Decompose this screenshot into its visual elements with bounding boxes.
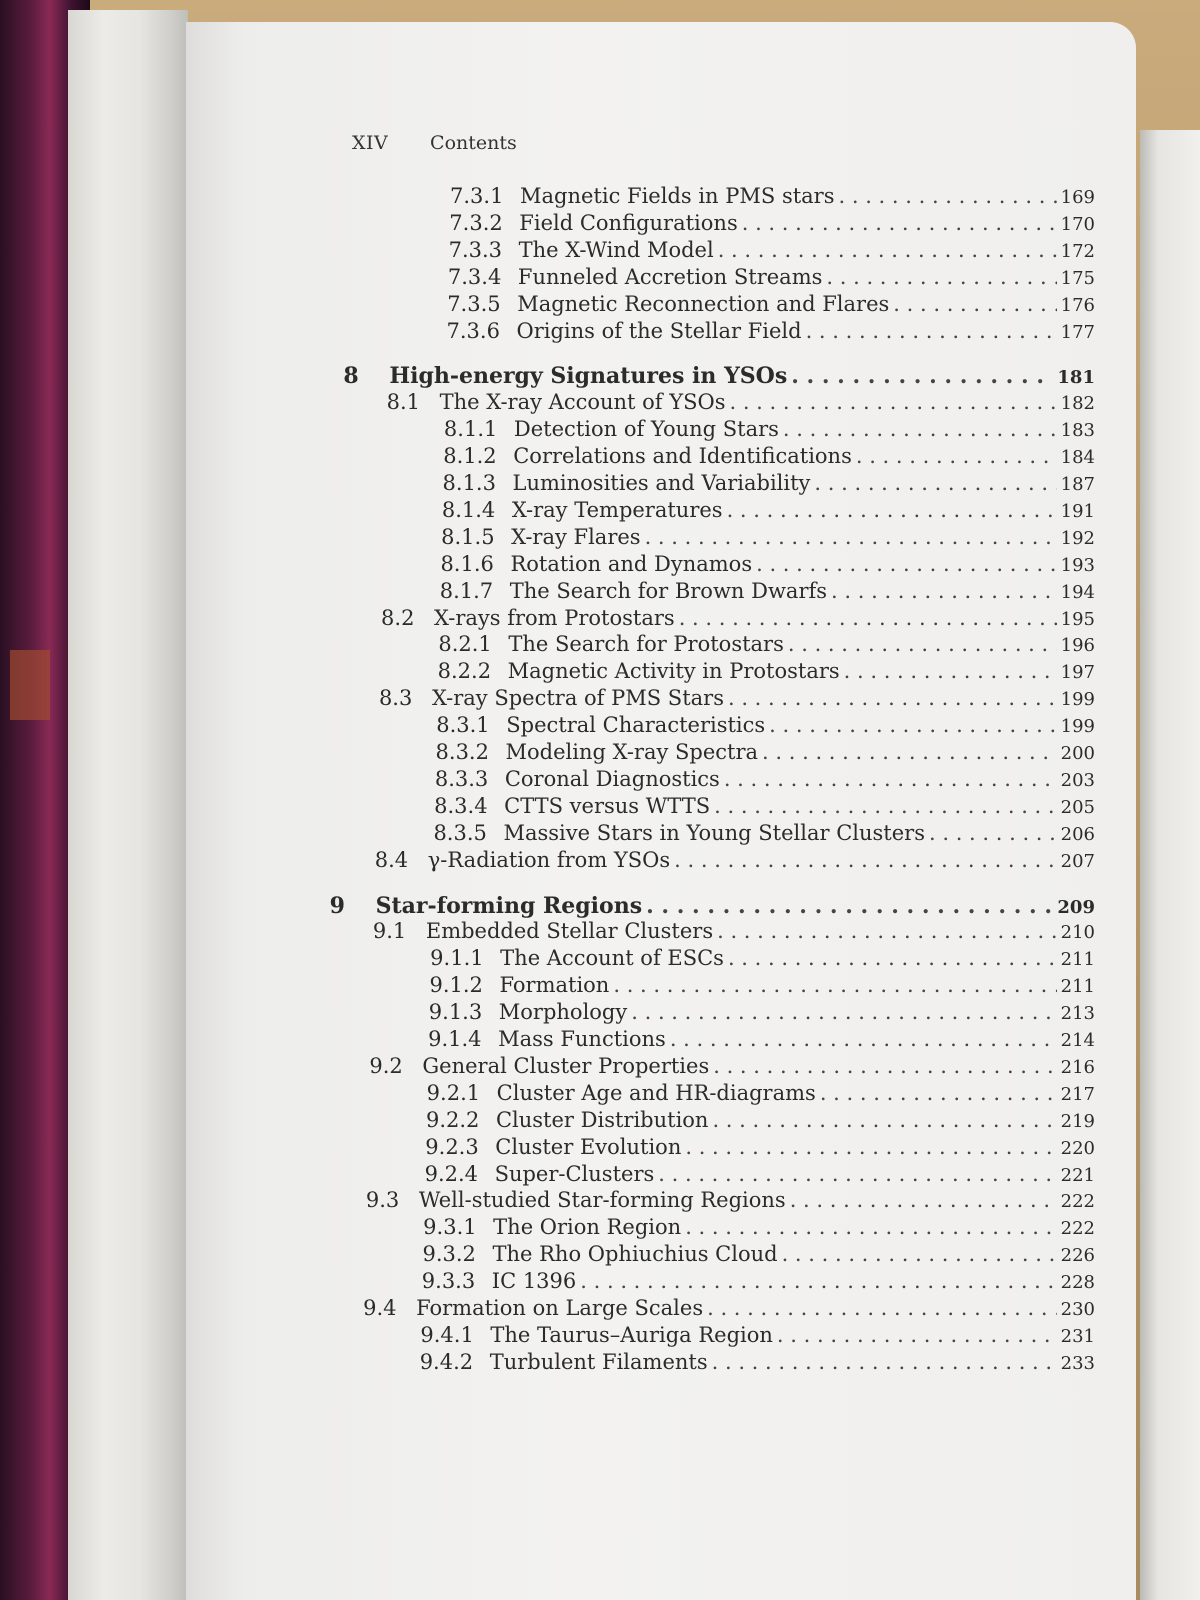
toc-section-number: 9.1.2 [429, 973, 483, 998]
toc-entry-row [422, 1242, 1095, 1270]
toc-chapter-row [343, 363, 1095, 391]
toc-section-number: 9 [329, 892, 345, 919]
toc-section-number: 8.3.1 [436, 713, 490, 738]
toc-section-number: 8.3.2 [435, 740, 489, 764]
toc-leader-dots [769, 713, 1056, 737]
toc-entry-row [387, 390, 1095, 418]
toc-page-number: 196 [1060, 635, 1095, 657]
toc-leader-dots [724, 767, 1057, 791]
toc-leader-dots [839, 184, 1057, 208]
toc-section-title: X-ray Spectra of PMS Stars [431, 686, 724, 711]
toc-leader-dots [790, 1188, 1057, 1212]
toc-leader-dots [791, 363, 1053, 389]
toc-entry-row [440, 552, 1095, 580]
toc-section-number: 8.1.1 [443, 417, 498, 442]
toc-page-number: 175 [1060, 267, 1095, 289]
toc-section-number: 9.1.1 [430, 946, 484, 971]
toc-section-title: Star-forming Regions [375, 892, 643, 919]
toc-entry-row [425, 1135, 1095, 1163]
toc-section-number: 8.1.5 [441, 524, 495, 549]
toc-leader-dots [856, 444, 1057, 468]
toc-section-title: γ-Radiation from YSOs [427, 847, 671, 872]
toc-section-number: 9.2 [369, 1053, 403, 1078]
toc-entry-row [366, 1188, 1095, 1216]
toc-page-number: 169 [1060, 187, 1095, 208]
toc-section-title: General Cluster Properties [422, 1053, 710, 1078]
toc-entry-row [422, 1269, 1095, 1297]
toc-entry-row [430, 946, 1095, 974]
toc-section-number: 9.1.4 [428, 1027, 482, 1051]
toc-section-title: IC 1396 [491, 1269, 577, 1294]
toc-entry-row [448, 265, 1095, 293]
toc-section-title: X-ray Flares [511, 524, 641, 549]
toc-page-number: 222 [1060, 1191, 1095, 1213]
toc-section-title: The Rho Ophiuchius Cloud [492, 1242, 778, 1267]
toc-entry-row [435, 767, 1095, 795]
toc-section-number: 8.1.2 [443, 444, 497, 469]
toc-section-number: 9.3.1 [423, 1215, 477, 1240]
toc-entry-row [423, 1215, 1095, 1243]
toc-section-number: 9.4.1 [420, 1322, 474, 1347]
toc-entry-row [369, 1054, 1095, 1082]
toc-page-number: 206 [1060, 823, 1095, 845]
toc-section-title: Magnetic Fields in PMS stars [520, 184, 835, 208]
toc-entry-row [443, 471, 1095, 499]
toc-page-number: 217 [1060, 1083, 1095, 1105]
toc-page-number: 192 [1060, 527, 1095, 549]
toc-page-number: 199 [1060, 689, 1095, 711]
toc-section-title: Detection of Young Stars [513, 417, 779, 442]
toc-leader-dots [658, 1162, 1056, 1186]
toc-section-number: 9.3 [365, 1188, 400, 1213]
toc-page-number: 199 [1060, 716, 1095, 738]
toc-section-title: The Taurus–Auriga Region [490, 1322, 773, 1347]
toc-leader-dots [717, 919, 1057, 943]
toc-entry-row [438, 632, 1095, 660]
toc-entry-row [420, 1350, 1095, 1378]
toc-leader-dots [814, 471, 1056, 495]
toc-page-number: 200 [1060, 743, 1095, 764]
toc-page-number: 194 [1060, 581, 1095, 603]
page-number: XIV [352, 132, 389, 154]
toc-page-number: 226 [1060, 1245, 1095, 1267]
toc-entry-row [443, 444, 1095, 472]
toc-entry-row [449, 238, 1095, 266]
toc-leader-dots [893, 292, 1056, 316]
toc-page-number: 228 [1060, 1272, 1095, 1294]
toc-page-number: 197 [1060, 662, 1095, 684]
toc-section-title: Funneled Accretion Streams [517, 264, 823, 289]
toc-section-title: Coronal Diagnostics [504, 766, 720, 791]
toc-section-number: 8.1.3 [442, 471, 496, 495]
toc-leader-dots [727, 498, 1057, 522]
toc-section-number: 7.3.2 [449, 210, 503, 235]
toc-leader-dots [844, 659, 1057, 683]
toc-section-title: Mass Functions [498, 1027, 666, 1051]
toc-page-number: 211 [1060, 976, 1095, 998]
toc-leader-dots [674, 848, 1056, 872]
toc-page-number: 207 [1060, 850, 1095, 872]
toc-entry-row [427, 1081, 1095, 1109]
toc-leader-dots [631, 1000, 1056, 1024]
toc-page-number: 195 [1060, 608, 1095, 630]
toc-section-number: 9.1 [372, 919, 407, 944]
toc-section-title: Embedded Stellar Clusters [425, 919, 714, 944]
toc-section-number: 8.1 [386, 390, 421, 415]
toc-section-title: Rotation and Dynamos [510, 551, 753, 576]
toc-section-number: 8.2.1 [438, 632, 492, 657]
toc-section-number: 7.3.1 [450, 184, 504, 208]
toc-section-title: The Search for Protostars [508, 632, 784, 657]
toc-section-title: The Orion Region [493, 1215, 682, 1240]
toc-leader-dots [685, 1135, 1056, 1159]
toc-leader-dots [685, 1215, 1056, 1239]
toc-section-title: Morphology [498, 1000, 628, 1025]
toc-entry-row [433, 821, 1095, 849]
toc-page-number: 182 [1060, 393, 1095, 415]
toc-leader-dots [729, 390, 1056, 414]
toc-leader-dots [831, 579, 1057, 603]
toc-section-number: 9.2.4 [424, 1161, 479, 1186]
toc-page-number: 220 [1060, 1137, 1095, 1159]
toc-section-title: Formation on Large Scales [416, 1296, 704, 1320]
toc-leader-dots [728, 686, 1057, 710]
toc-section-number: 9.2.2 [425, 1107, 480, 1132]
toc-entry-row [447, 292, 1095, 320]
toc-leader-dots [742, 211, 1057, 235]
toc-section-number: 7.3.6 [446, 318, 500, 343]
toc-entry-row [447, 319, 1095, 347]
toc-section-number: 9.2.3 [425, 1134, 479, 1159]
toc-section-number: 8 [343, 363, 359, 390]
toc-leader-dots [670, 1027, 1057, 1051]
toc-section-title: Magnetic Reconnection and Flares [517, 291, 890, 316]
toc-entry-row [375, 848, 1095, 876]
toc-page-number: 210 [1060, 922, 1095, 944]
toc-leader-dots [756, 552, 1057, 576]
toc-section-title: Formation [499, 973, 610, 998]
toc-entry-row [420, 1323, 1095, 1351]
toc-entry-row [426, 1108, 1095, 1136]
toc-page-number: 219 [1060, 1110, 1095, 1132]
toc-page-number: 213 [1060, 1003, 1095, 1025]
toc-leader-dots [820, 1081, 1057, 1105]
toc-section-number: 9.4 [363, 1296, 397, 1320]
toc-entry-row [434, 794, 1095, 822]
toc-section-title: Field Configurations [519, 210, 738, 235]
toc-section-title: Turbulent Filaments [489, 1349, 708, 1374]
toc-section-number: 8.2.2 [437, 659, 492, 684]
toc-entry-row [363, 1296, 1095, 1324]
toc-page-number: 184 [1060, 447, 1095, 469]
header-title: Contents [430, 132, 517, 154]
toc-entry-row [379, 686, 1095, 714]
toc-page-number: 203 [1060, 769, 1095, 791]
toc-section-title: Massive Stars in Young Stellar Clusters [503, 820, 925, 845]
toc-section-number: 7.3.5 [447, 291, 501, 316]
toc-entry-row [429, 973, 1095, 1001]
toc-entry-row [441, 525, 1095, 553]
toc-section-title: Cluster Evolution [495, 1134, 682, 1159]
toc-section-number: 8.3.4 [434, 793, 488, 818]
toc-section-title: Cluster Age and HR-diagrams [496, 1080, 816, 1105]
toc-leader-dots [826, 265, 1056, 289]
toc-entry-row [438, 659, 1095, 687]
toc-section-title: Cluster Distribution [495, 1107, 709, 1132]
toc-entry-row [442, 498, 1095, 526]
toc-entry-row [444, 417, 1095, 445]
toc-leader-dots [613, 973, 1056, 997]
toc-leader-dots [782, 1242, 1057, 1266]
toc-leader-dots [777, 1323, 1057, 1347]
toc-leader-dots [679, 606, 1057, 630]
toc-section-number: 7.3.3 [448, 237, 503, 262]
toc-section-title: The X-ray Account of YSOs [439, 390, 726, 415]
toc-section-number: 9.3.2 [422, 1242, 476, 1267]
toc-chapter-row [330, 893, 1095, 921]
toc-section-number: 7.3.4 [447, 264, 502, 289]
toc-entry-row [440, 579, 1095, 607]
toc-entry-row [436, 713, 1095, 741]
toc-section-number: 8.2 [381, 605, 415, 630]
toc-section-number: 8.3 [378, 686, 413, 711]
toc-page-number: 205 [1060, 796, 1095, 818]
toc-leader-dots [788, 632, 1057, 656]
toc-page-number: 191 [1060, 500, 1095, 522]
toc-leader-dots [712, 1108, 1056, 1132]
toc-section-title: Well-studied Star-forming Regions [418, 1188, 786, 1213]
toc-section-number: 9.3.3 [421, 1269, 476, 1294]
toc-page-number: 187 [1060, 474, 1095, 495]
toc-leader-dots [707, 1296, 1057, 1320]
toc-page-number: 222 [1060, 1218, 1095, 1240]
toc-page-number: 230 [1060, 1299, 1095, 1320]
toc-entry-row [429, 1000, 1095, 1028]
toc-leader-dots [728, 946, 1057, 970]
toc-section-title: Super-Clusters [494, 1161, 655, 1186]
toc-page-number: 216 [1060, 1056, 1095, 1078]
toc-entry-row [373, 919, 1095, 947]
toc-section-title: X-ray Temperatures [511, 497, 723, 522]
toc-entry-row [381, 606, 1095, 634]
toc-leader-dots [712, 1350, 1057, 1374]
toc-section-number: 8.1.7 [439, 578, 494, 603]
toc-leader-dots [783, 417, 1057, 441]
toc-entry-row [436, 740, 1095, 768]
toc-section-title: Correlations and Identifications [513, 444, 852, 469]
toc-page-number: 176 [1060, 294, 1095, 316]
toc-entry-row [428, 1027, 1095, 1055]
toc-entry-row [449, 211, 1095, 239]
toc-entry-row [450, 184, 1095, 212]
toc-section-number: 9.1.3 [428, 1000, 483, 1025]
toc-leader-dots [645, 525, 1057, 549]
toc-page-number: 183 [1060, 420, 1095, 442]
toc-section-title: CTTS versus WTTS [504, 793, 711, 818]
toc-entry-row [425, 1162, 1095, 1190]
toc-page-number: 172 [1060, 240, 1095, 262]
toc-section-title: The X-Wind Model [518, 237, 714, 262]
toc-section-title: Luminosities and Variability [512, 471, 811, 495]
toc-leader-dots [713, 1054, 1056, 1078]
toc-page-number: 209 [1057, 896, 1095, 918]
toc-leader-dots [714, 794, 1056, 818]
toc-section-number: 8.3.3 [434, 766, 489, 791]
toc-page-number: 177 [1060, 321, 1095, 343]
toc-page-number: 221 [1060, 1164, 1095, 1186]
toc-section-title: Origins of the Stellar Field [516, 318, 802, 343]
toc-leader-dots [718, 238, 1057, 262]
toc-page-number: 231 [1060, 1325, 1095, 1347]
toc-page-number: 193 [1060, 554, 1095, 576]
toc-page-number: 214 [1060, 1030, 1095, 1051]
toc-leader-dots [806, 319, 1057, 343]
toc-section-title: Modeling X-ray Spectra [505, 740, 759, 764]
toc-leader-dots [646, 893, 1053, 919]
toc-section-number: 8.3.5 [433, 820, 487, 845]
toc-section-title: X-rays from Protostars [434, 605, 675, 630]
toc-leader-dots [580, 1269, 1056, 1293]
toc-section-title: High-energy Signatures in YSOs [389, 363, 788, 390]
toc-section-number: 8.1.4 [441, 497, 496, 522]
toc-page-number: 211 [1060, 949, 1095, 971]
toc-page-number: 170 [1060, 213, 1095, 235]
toc-section-number: 8.4 [374, 847, 409, 872]
toc-leader-dots [929, 821, 1057, 845]
toc-page-number: 233 [1060, 1352, 1095, 1374]
toc-section-number: 9.2.1 [426, 1080, 481, 1105]
toc-section-number: 8.1.6 [440, 551, 494, 576]
toc-section-title: The Search for Brown Dwarfs [509, 578, 828, 603]
toc-leader-dots [762, 740, 1057, 764]
toc-page-number: 181 [1057, 367, 1095, 389]
toc-section-title: Spectral Characteristics [506, 713, 766, 738]
toc-section-number: 9.4.2 [419, 1349, 474, 1374]
toc-section-title: Magnetic Activity in Protostars [507, 659, 840, 684]
toc-section-title: The Account of ESCs [500, 946, 724, 971]
